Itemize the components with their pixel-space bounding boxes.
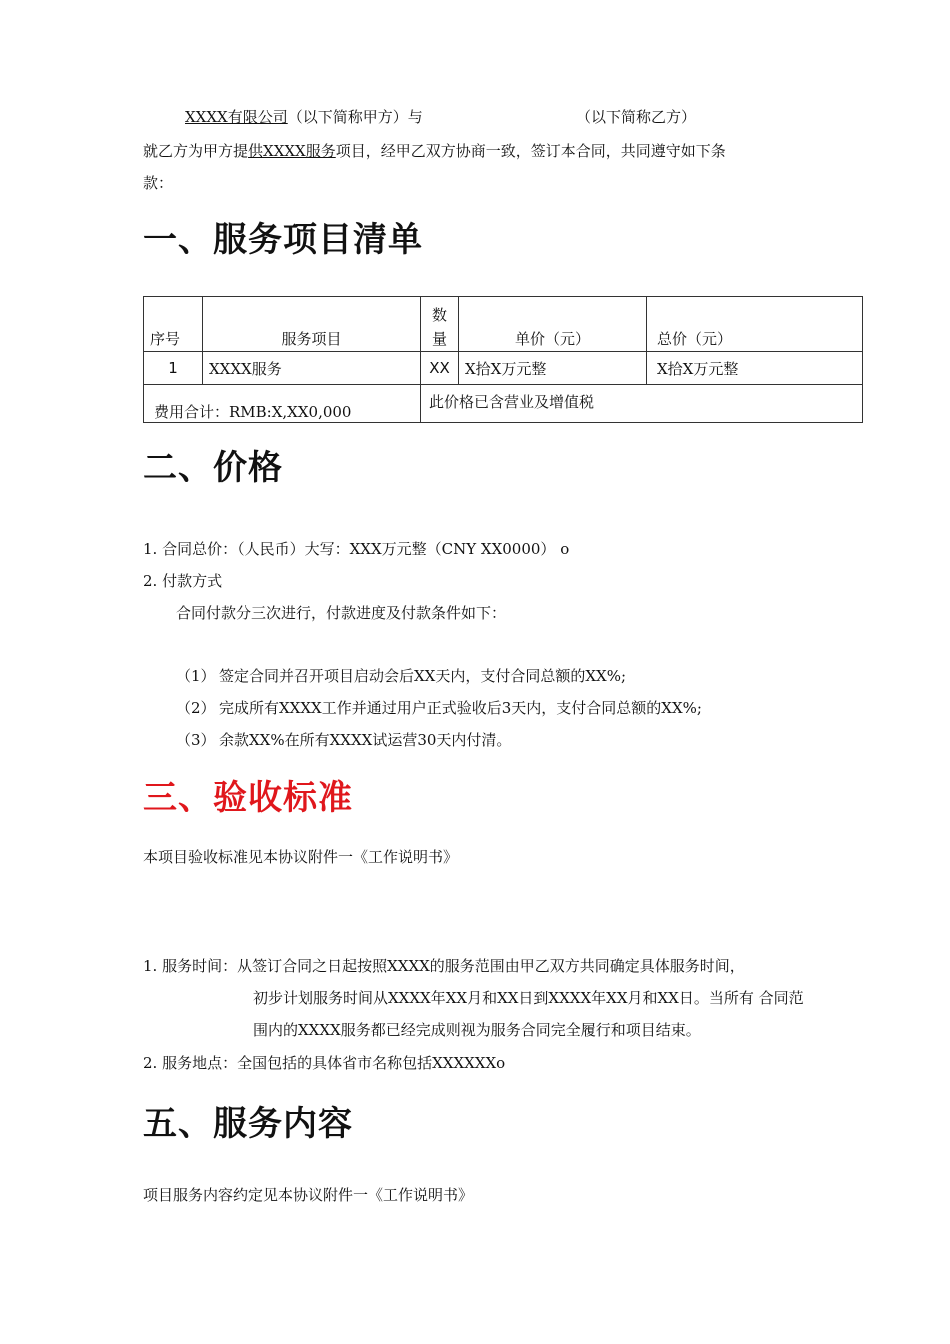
intro-line-2-prefix: 就乙方为甲方提 <box>143 142 249 160</box>
intro-line-2 <box>143 140 726 161</box>
intro-line-2-suffix: 项目，经甲乙双方协商一致，签订本合同，共同遵守如下条 <box>335 142 726 160</box>
party-b-suffix: （以下简称乙方） <box>576 108 697 126</box>
service-time-label: 1. 服务时间： <box>143 957 238 975</box>
payment-text-3: 余款XX%在所有XXXX试运营30天内付清。 <box>219 731 512 749</box>
row-index: 1 <box>144 352 203 385</box>
payment-num-1: （1） <box>176 667 216 685</box>
section-5-heading: 五、服务内容 <box>143 1104 353 1144</box>
price-item-2: 2. 付款方式 <box>143 572 223 590</box>
section-1-heading: 一、服务项目清单 <box>143 220 423 260</box>
payment-text-1: 签定合同并召开项目启动会后XX天内，支付合同总额的XX%; <box>219 667 627 685</box>
payment-item-1 <box>176 665 626 686</box>
intro-line-2-underlined: 供XXXX服务 <box>248 142 336 160</box>
service-time-item <box>143 955 745 976</box>
section-3-heading: 三、验收标准 <box>143 778 353 818</box>
header-total-price: 总价（元） <box>647 297 863 352</box>
payment-item-2 <box>176 697 702 718</box>
row-unit-price: X拾X万元整 <box>459 352 647 385</box>
row-qty: XX <box>421 352 459 385</box>
row-service: XXXX服务 <box>203 352 421 385</box>
row-total-price: X拾X万元整 <box>647 352 863 385</box>
price-item-1: 1. 合同总价：（人民币）大写：XXX万元整（CNY XX0000） o <box>143 540 570 558</box>
table-total-row <box>144 385 863 423</box>
service-time-line-2: 初步计划服务时间从XXXX年XX月和XX日到XXXX年XX月和XX日。当所有 合同范 <box>253 989 804 1007</box>
total-label: 费用合计：RMB:X,XX0,000 <box>144 385 421 423</box>
table-row <box>144 352 863 385</box>
service-location-item: 2. 服务地点：全国包括的具体省市名称包括XXXXXXo <box>143 1054 506 1072</box>
payment-num-3: （3） <box>176 731 216 749</box>
tax-note: 此价格已含营业及增值税 <box>421 385 863 423</box>
payment-item-3 <box>176 729 511 750</box>
header-qty-line-2: 量 <box>431 330 447 348</box>
header-qty <box>421 297 459 352</box>
party-a-suffix: （以下简称甲方）与 <box>287 108 423 126</box>
header-service: 服务项目 <box>203 297 421 352</box>
payment-num-2: （2） <box>176 699 216 717</box>
section-2-heading: 二、价格 <box>143 448 283 488</box>
intro-line-1 <box>185 106 423 127</box>
payment-intro: 合同付款分三次进行，付款进度及付款条件如下： <box>176 604 507 622</box>
intro-line-3: 款： <box>143 174 174 192</box>
service-time-line-3: 围内的XXXX服务都已经完成则视为服务合同完全履行和项目结束。 <box>253 1021 701 1039</box>
payment-text-2: 完成所有XXXX工作并通过用户正式验收后3天内，支付合同总额的XX%; <box>219 699 702 717</box>
service-content-text: 项目服务内容约定见本协议附件一《工作说明书》 <box>143 1186 474 1204</box>
header-unit-price: 单价（元） <box>459 297 647 352</box>
header-index: 序号 <box>144 297 203 352</box>
table-header-row <box>144 297 863 352</box>
header-qty-line-1: 数 <box>431 306 447 324</box>
acceptance-text: 本项目验收标准见本协议附件一《工作说明书》 <box>143 848 459 866</box>
service-table <box>143 296 863 423</box>
party-a-name: XXXX有限公司 <box>185 108 288 126</box>
service-time-line-1: 从签订合同之日起按照XXXX的服务范围由甲乙双方共同确定具体服务时间， <box>237 957 745 975</box>
